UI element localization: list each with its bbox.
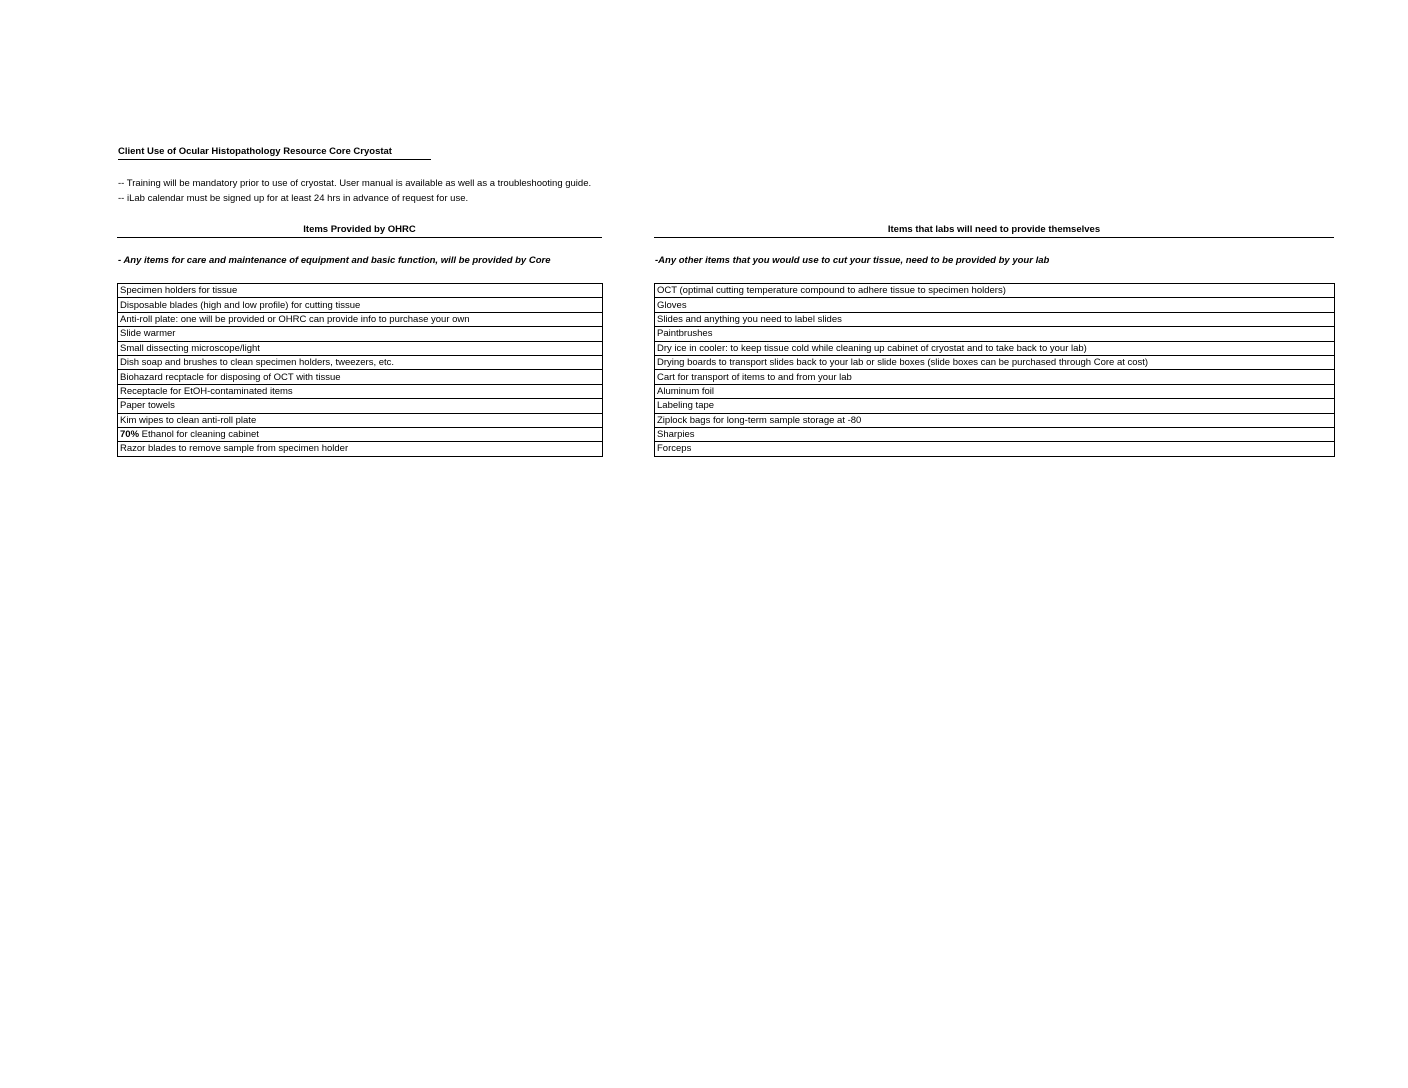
table-row <box>118 327 603 341</box>
lab-item: Slides and anything you need to label slides <box>655 312 1335 326</box>
table-row <box>655 327 1335 341</box>
table-row <box>118 442 603 456</box>
lab-item: Cart for transport of items to and from your lab <box>655 370 1335 384</box>
ohrc-item: Anti-roll plate: one will be provided or OHRC can provide info to purchase your own <box>118 312 603 326</box>
lab-item: Gloves <box>655 298 1335 312</box>
table-row <box>655 312 1335 326</box>
note-training: -- Training will be mandatory prior to use of cryostat. User manual is available as well as a troubleshooting guide. <box>118 178 592 189</box>
table-row <box>655 370 1335 384</box>
table-row <box>655 341 1335 355</box>
table-row <box>118 355 603 369</box>
note-ilab-calendar: -- iLab calendar must be signed up for at least 24 hrs in advance of request for use. <box>118 193 469 204</box>
ohrc-item-ethanol <box>118 427 603 441</box>
ohrc-item: Kim wipes to clean anti-roll plate <box>118 413 603 427</box>
ohrc-item: Paper towels <box>118 399 603 413</box>
table-row <box>118 427 603 441</box>
ohrc-item: Biohazard recptacle for disposing of OCT with tissue <box>118 370 603 384</box>
lab-item: Aluminum foil <box>655 384 1335 398</box>
table-row <box>118 370 603 384</box>
ohrc-item: Receptacle for EtOH-contaminated items <box>118 384 603 398</box>
table-row <box>118 399 603 413</box>
lab-item: Drying boards to transport slides back to your lab or slide boxes (slide boxes can be purchased through Core at cost) <box>655 355 1335 369</box>
ohrc-item: Disposable blades (high and low profile) for cutting tissue <box>118 298 603 312</box>
ohrc-item: Razor blades to remove sample from specimen holder <box>118 442 603 456</box>
table-row <box>118 312 603 326</box>
table-row <box>655 284 1335 298</box>
table-row <box>118 413 603 427</box>
lab-items-table <box>654 283 1335 457</box>
ethanol-percent: 70% <box>120 429 140 441</box>
ohrc-items-table <box>117 283 603 457</box>
document-title: Client Use of Ocular Histopathology Resource Core Cryostat <box>118 146 431 160</box>
provided-by-labs-header: Items that labs will need to provide themselves <box>654 224 1334 238</box>
provided-by-labs-subheader: -Any other items that you would use to cut your tissue, need to be provided by your lab <box>655 255 1050 266</box>
provided-by-ohrc-subheader: - Any items for care and maintenance of equipment and basic function, will be provided by Core <box>118 255 551 266</box>
lab-item: Labeling tape <box>655 399 1335 413</box>
ohrc-item-ethanol-label: Ethanol for cleaning cabinet <box>141 429 259 441</box>
table-row <box>655 399 1335 413</box>
table-row <box>655 384 1335 398</box>
table-row <box>655 413 1335 427</box>
lab-item: Forceps <box>655 442 1335 456</box>
lab-item: Ziplock bags for long-term sample storage at -80 <box>655 413 1335 427</box>
table-row <box>118 384 603 398</box>
table-row <box>655 298 1335 312</box>
ohrc-item: Slide warmer <box>118 327 603 341</box>
lab-item: OCT (optimal cutting temperature compound to adhere tissue to specimen holders) <box>655 284 1335 298</box>
ohrc-item: Dish soap and brushes to clean specimen holders, tweezers, etc. <box>118 355 603 369</box>
table-row <box>118 298 603 312</box>
ohrc-item: Specimen holders for tissue <box>118 284 603 298</box>
table-row <box>655 427 1335 441</box>
table-row <box>118 284 603 298</box>
provided-by-ohrc-header: Items Provided by OHRC <box>117 224 602 238</box>
lab-item: Sharpies <box>655 427 1335 441</box>
lab-item: Paintbrushes <box>655 327 1335 341</box>
table-row <box>655 442 1335 456</box>
lab-item: Dry ice in cooler: to keep tissue cold while cleaning up cabinet of cryostat and to take back to your lab) <box>655 341 1335 355</box>
table-row <box>118 341 603 355</box>
ohrc-item: Small dissecting microscope/light <box>118 341 603 355</box>
table-row <box>655 355 1335 369</box>
